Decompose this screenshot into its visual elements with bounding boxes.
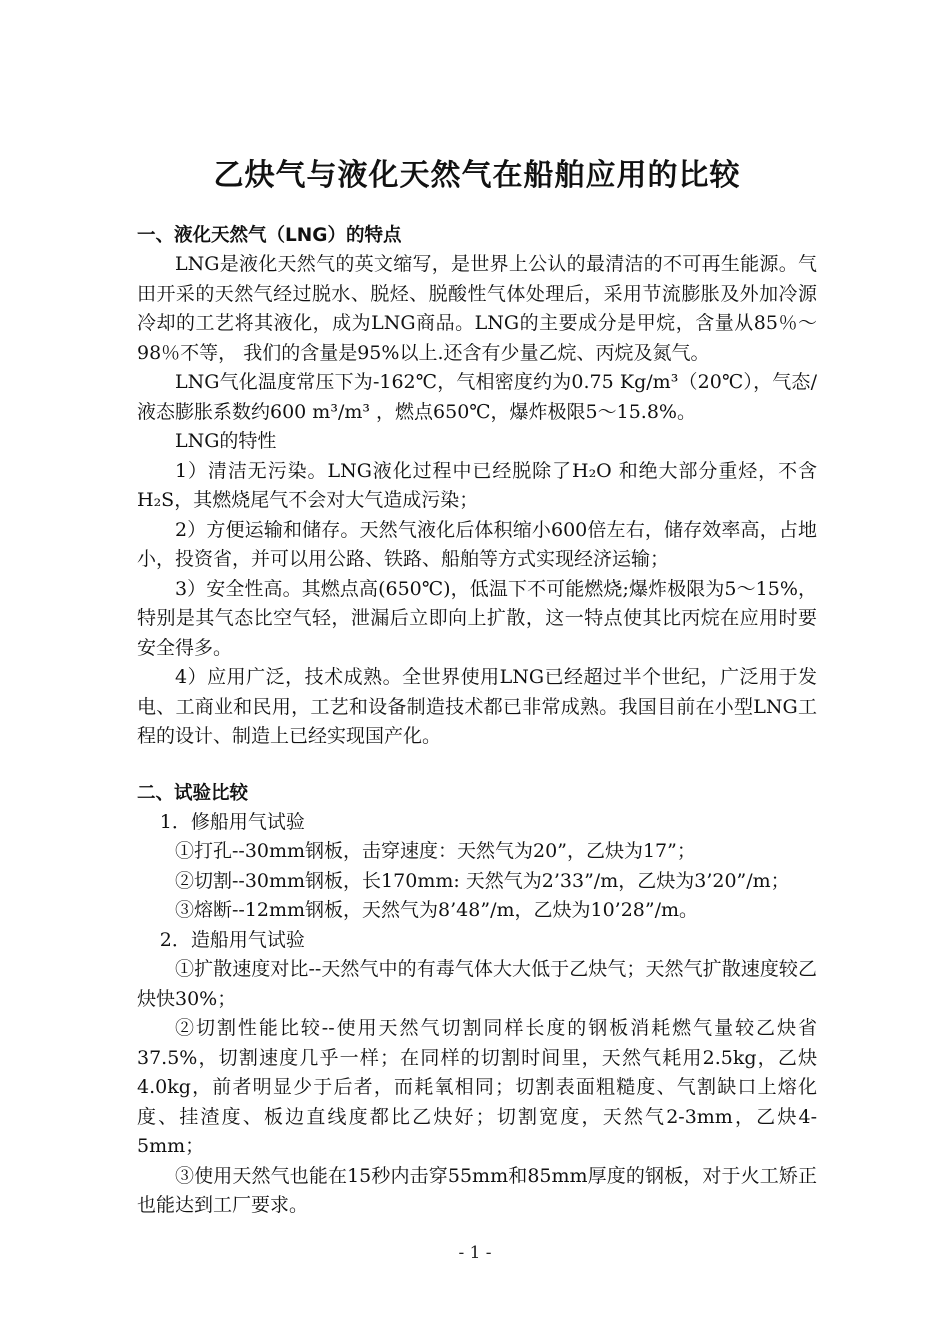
paragraph: 3）安全性高。其燃点高(650℃)，低温下不可能燃烧;爆炸极限为5～15%，特别是其气态比空气轻，泄漏后立即向上扩散，这一特点使其比丙烷在应用时要安全得多。 bbox=[137, 577, 817, 659]
list-item: ②切割--30mm钢板，长170mm: 天然气为2’33”/m，乙炔为3’20”/m； bbox=[175, 869, 790, 892]
document-body bbox=[137, 222, 817, 1221]
section-1-heading: 一、液化天然气（LNG）的特点 bbox=[137, 225, 402, 246]
paragraph: 1）清洁无污染。LNG液化过程中已经脱除了H₂O 和绝大部分重烃，不含H₂S，其燃烧尾气不会对大气造成污染； bbox=[137, 459, 817, 511]
section-spacer bbox=[137, 752, 817, 780]
section-2-heading: 二、试验比较 bbox=[137, 782, 249, 804]
paragraph: LNG是液化天然气的英文缩写，是世界上公认的最清洁的不可再生能源。气田开采的天然气经过脱水、脱烃、脱酸性气体处理后，采用节流膨胀及外加冷源冷却的工艺将其液化，成为LNG商品。LNG的主要成分是甲烷，含量从85％～98％不等， 我们的含量是95%以上.还含有少量乙烷、丙烷及氮气。 bbox=[137, 253, 817, 364]
list-item: ①打孔--30mm钢板，击穿速度：天然气为20”，乙炔为17”； bbox=[175, 840, 696, 862]
document-title: 乙炔气与液化天然气在船舶应用的比较 bbox=[213, 158, 741, 193]
list-item: ③使用天然气也能在15秒内击穿55mm和85mm厚度的钢板，对于火工矫正也能达到工厂要求。 bbox=[137, 1164, 817, 1216]
paragraph: LNG气化温度常压下为-162℃，气相密度约为0.75 Kg/m³（20℃），气态/液态膨胀系数约600 m³/m³ ，燃点650℃，爆炸极限5～15.8%。 bbox=[137, 371, 817, 423]
subheading: 1．修船用气试验 bbox=[159, 810, 305, 833]
paragraph: 4）应用广泛，技术成熟。全世界使用LNG已经超过半个世纪，广泛用于发电、工商业和民用，工艺和设备制造技术都已非常成熟。我国目前在小型LNG工程的设计、制造上已经实现国产化。 bbox=[137, 666, 817, 747]
paragraph: LNG的特性 bbox=[175, 430, 277, 452]
list-item: ②切割性能比较--使用天然气切割同样长度的钢板消耗燃气量较乙炔省37.5%，切割速度几乎一样；在同样的切割时间里，天然气耗用2.5kg，乙炔4.0kg，前者明显少于后者，而耗氧相同；切割表面粗糙度、气割缺口上熔化度、挂渣度、板边直线度都比乙炔好；切割宽度，天然气2-3mm，乙炔4-5mm； bbox=[137, 1017, 817, 1157]
list-item: ③熔断--12mm钢板，天然气为8’48”/m，乙炔为10’28”/m。 bbox=[175, 899, 699, 921]
list-item: ①扩散速度对比--天然气中的有毒气体大大低于乙炔气；天然气扩散速度较乙炔快30%； bbox=[137, 958, 817, 1010]
paragraph: 2）方便运输和储存。天然气液化后体积缩小600倍左右，储存效率高，占地小，投资省，并可以用公路、铁路、船舶等方式实现经济运输； bbox=[137, 518, 817, 570]
page-number: - 1 - bbox=[458, 1243, 492, 1263]
subheading: 2．造船用气试验 bbox=[159, 928, 305, 951]
